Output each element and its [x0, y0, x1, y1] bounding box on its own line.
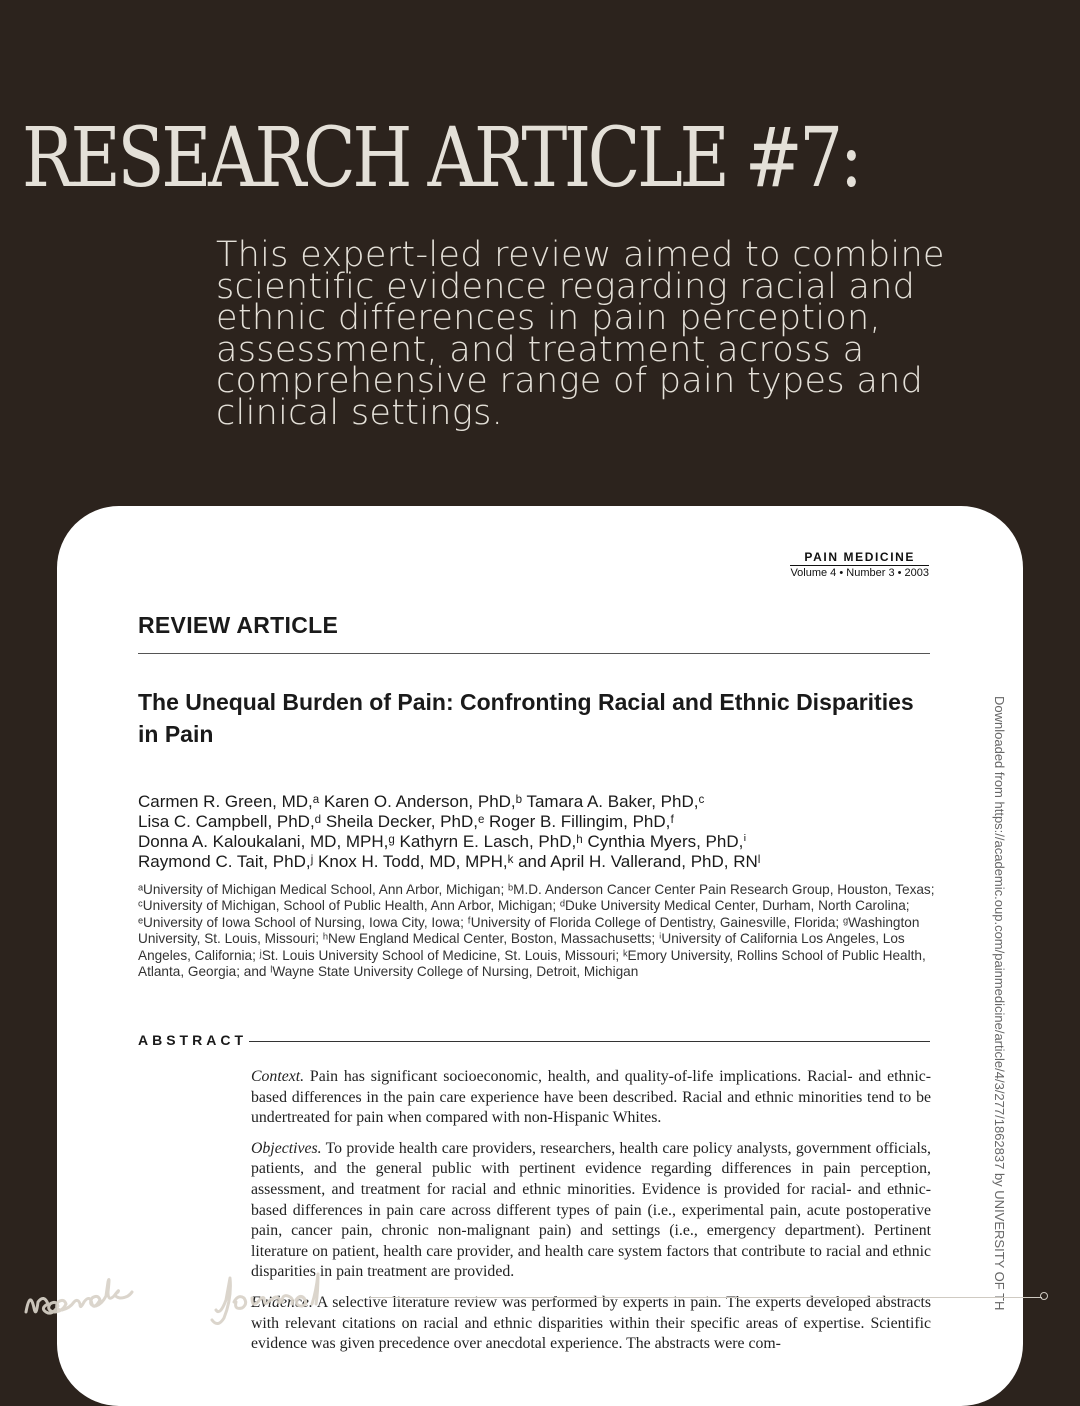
author-line: Lisa C. Campbell, PhD,ᵈ Sheila Decker, PhD,ᵉ Roger B. Fillingim, PhD,ᶠ: [138, 812, 675, 831]
affiliations: ᵃUniversity of Michigan Medical School, Ann Arbor, Michigan; ᵇM.D. Anderson Cancer Center Pain Research Group, Houston, Texas; ᶜUniversity of Michigan, School of Public Health, Ann Arbor, Michigan; ᵈDuke University Medical Center, Durham, North Carolina; ᵉUniversity of Iowa School of Nursing, Iowa City, Iowa; ᶠUniversity of Florida College of Dentistry, Gainesville, Florida; ᵍWashington University, St. Louis, Missouri; ʰNew England Medical Center, Boston, Massachusetts; ⁱUniversity of California Los Angeles, Los Angeles, California; ʲSt. Louis University School of Medicine, St. Louis, Missouri; ᵏEmory University, Rollins School of Public Health, Atlanta, Georgia; and ˡWayne State University College of Nursing, Detroit, Michigan: [138, 882, 935, 980]
author-line: Carmen R. Green, MD,ᵃ Karen O. Anderson, PhD,ᵇ Tamara A. Baker, PhD,ᶜ: [138, 792, 705, 811]
signature-rule: [370, 1297, 1042, 1298]
journal-name: PAIN MEDICINE: [790, 550, 929, 566]
signature-logo: [20, 1262, 380, 1342]
article-title: The Unequal Burden of Pain: Confronting Racial and Ethnic Disparities in Pain: [138, 689, 914, 747]
header-rule: [138, 653, 930, 654]
headline: RESEARCH ARTICLE #7:: [22, 111, 860, 206]
signature-script-icon: [20, 1262, 380, 1342]
abstract-label: ABSTRACT: [138, 1032, 247, 1048]
author-line: Donna A. Kaloukalani, MD, MPH,ᵍ Kathyrn E. Lasch, PhD,ʰ Cynthia Myers, PhD,ⁱ: [138, 832, 747, 851]
abstract-evidence-text: A selective literature review was performed by experts in pain. The experts developed abstracts with relevant citations on racial and ethnic disparities within their specific areas of expertise. Scientific evidence was given precedence over anecdotal experience. The abstracts were com-: [251, 1293, 931, 1353]
author-line: Raymond C. Tait, PhD,ʲ Knox H. Todd, MD, MPH,ᵏ and April H. Vallerand, PhD, RNˡ: [138, 852, 761, 871]
article-type: REVIEW ARTICLE: [138, 612, 339, 638]
abstract-context-text: Pain has significant socioeconomic, health, and quality-of-life implications. Racial- and ethnic-based differences in the pain care experience have been described. Racial and ethnic minorities tend to be undertreated for pain when compared with non-Hispanic Whites.: [251, 1068, 931, 1127]
download-watermark: Downloaded from https://academic.oup.com/painmedicine/article/4/3/277/1862837 by UNIVERSITY OF TH: [992, 696, 1007, 1311]
abstract-objectives-text: To provide health care providers, researchers, health care policy analysts, government officials, patients, and the general public with pertinent evidence regarding differences in pain perception, assessment, and treatment for racial and ethnic minorities. Evidence is provided for racial- and ethnic-based differences in pain care across different types of pain (i.e., experimental pain, acute postoperative pain, cancer pain, chronic non-malignant pain) and settings (i.e., emergency department). Pertinent literature on patient, health care provider, and health care system factors that contribute to racial and ethnic disparities in pain treatment are provided.: [251, 1139, 931, 1281]
author-list: [138, 792, 958, 872]
intro-text: This expert-led review aimed to combine scientific evidence regarding racial and ethnic differences in pain perception, assessment, and treatment across a comprehensive range of pain types and clinical settings.: [216, 235, 945, 433]
abstract-evidence-lead: Evidence.: [251, 1293, 313, 1311]
abstract-context-lead: Context.: [251, 1068, 305, 1085]
signature-dot-icon: [1040, 1292, 1048, 1300]
abstract-heading: [138, 1032, 930, 1048]
abstract-context: [251, 1067, 931, 1129]
journal-masthead: [790, 550, 929, 579]
abstract-objectives-lead: Objectives.: [251, 1139, 322, 1157]
journal-volume: Volume 4 • Number 3 • 2003: [790, 567, 929, 579]
abstract-rule: [249, 1041, 930, 1042]
